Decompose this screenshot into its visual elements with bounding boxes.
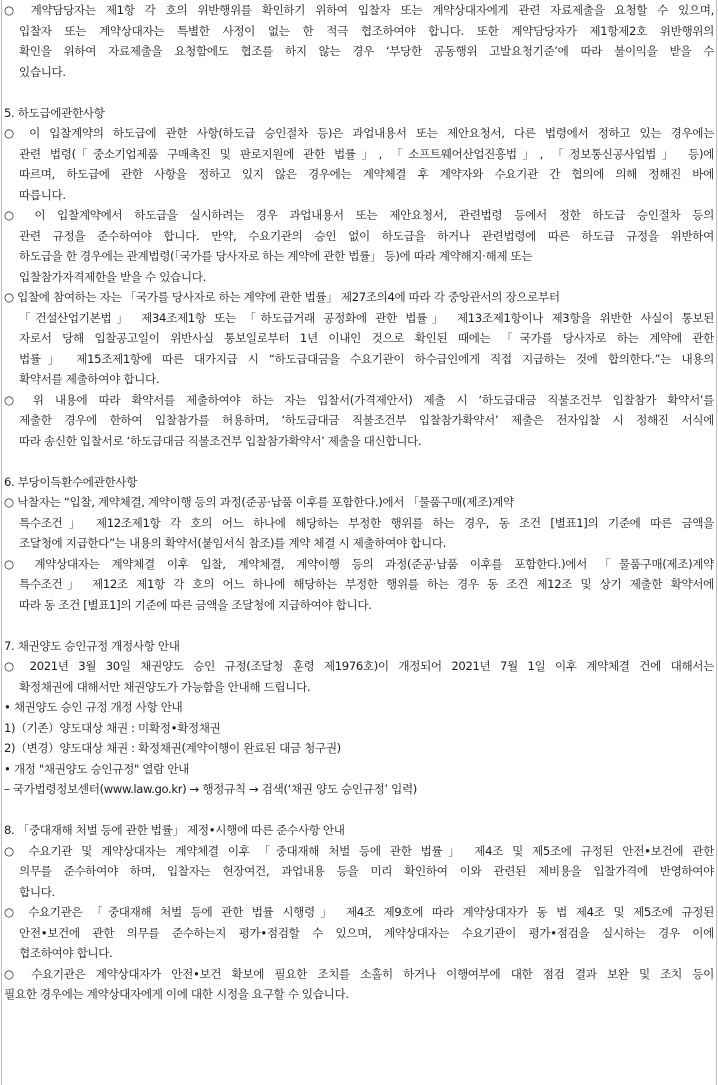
text-line: 의무를 준수하여야 하며, 입찰자는 현장여건, 과업내용 등을 미리 확인하여 이와 관련된 제비용을 입찰가격에 반영하여야 — [19, 864, 714, 878]
text-line: 따라 송신한 입찰서로 ‘하도급대금 직불조건부 입찰참가확약서’ 제출을 대신합니다. — [19, 433, 422, 448]
text-line: 자로서 당해 입찰공고일이 위반사실 통보일로부터 1년 이내인 것으로 확인된 때에는 「국가를 당사자로 하는 계약에 관한 — [19, 331, 714, 345]
document-body — [4, 0, 714, 1005]
clause-line: ○ 낙찰자는 “입찰, 계약체결, 계약이행 등의 과정(준공·납품 이후를 포함한다.)에서 「물품구매(제조)계약 — [4, 495, 514, 509]
text-line: 관련 법령(「중소기업제품 구매촉진 및 판로지원에 관한 법률」, 「소프트웨어산업진흥법」, 「정보통신공사업법」 등)에 — [19, 146, 714, 161]
clause-line: ○ 2021년 3월 30일 채권양도 승인 규정(조달청 훈령 제1976호)이 개정되어 2021년 7월 1일 이후 계약체결 건에 대해서는 — [4, 659, 714, 673]
clause-line: ○ 수요기관 및 계약상대자는 계약체결 이후 「중대재해 처벌 등에 관한 법률」 제4조 및 제5조에 규정된 안전•보건에 관한 — [4, 843, 714, 858]
text-line: 조달청에 지급한다”는 내용의 확약서(붙임서식 참조)를 계약 체결 시 제출하여야 합니다. — [19, 536, 447, 550]
clause-line: ○ 입찰에 참여하는 자는 「국가를 당사자로 하는 계약에 관한 법률」 제27조의4에 따라 각 중앙관서의 장으로부터 — [4, 290, 560, 304]
text-line: 안전•보건에 관한 의무를 준수하는지 평가•점검할 수 있으며, 계약상대자는 수요기관이 평가•점검을 실시하는 경우 이에 — [19, 925, 714, 940]
text-line: 확약서를 제출하여야 합니다. — [19, 372, 160, 386]
bullet-line: • 개정 "채권양도 승인규정" 열람 안내 — [4, 761, 190, 776]
blank-line — [4, 800, 714, 821]
text-line: 특수조건」 제12조 제1항 각 호의 어느 하나에 해당하는 부정한 행위를 하는 경우 동 조건 제12조 및 상기 제출한 확약서에 — [19, 577, 714, 591]
section-heading: 7. 채권양도 승인규정 개정사항 안내 — [4, 638, 180, 653]
clause-line: ○ 수요기관은 계약상대자가 안전•보건 확보에 필요한 조치를 소홀히 하거나 이행여부에 대한 점검 결과 보완 및 조치 등이 — [4, 966, 714, 981]
text-line: 하도급을 한 경우에는 관계법령(「국가를 당사자로 하는 계약에 관한 법률」 등)에 따라 계약해지·해제 또는 — [19, 249, 533, 263]
section-heading: 8. 「중대재해 처벌 등에 관한 법률」 제정•시행에 따른 준수사항 안내 — [4, 823, 345, 837]
text-line: 따르며, 하도급에 관한 사항을 정하고 있지 않은 경우에는 계약체결 후 계약자와 수요기관 간 협의에 의해 정해진 바에 — [19, 167, 714, 181]
section-heading: 5. 하도급에관한사항 — [4, 105, 105, 120]
text-line: 따릅니다. — [19, 187, 66, 202]
text-line: 1)（기존）양도대상 채권 : 미확정•확정채권 — [4, 720, 221, 735]
clause-line: ○ 위 내용에 따라 확약서를 제출하여야 하는 자는 입찰서(가격제안서) 제출 시 ‘하도급대금 직불조건부 입찰참가 확약서’를 — [4, 392, 714, 407]
section-heading: 6. 부당이득환수에관한사항 — [4, 474, 138, 489]
clause-line: ○ 이 입찰계약의 하도급에 관한 사항(하도급 승인절차 등)은 과업내용서 또는 제안요청서, 다른 법령에서 정하고 있는 경우에는 — [4, 126, 714, 140]
text-line: 따라 동 조건 [별표1]의 기준에 따른 금액을 조달청에 지급하여야 합니다. — [19, 597, 372, 612]
text-line: 확인을 위하여 자료제출을 요청함에도 협조를 하지 않는 경우 ‘부당한 공동행위 고발요청기준’에 따라 불이익을 받을 수 — [19, 44, 714, 58]
text-line: 관련 규정을 준수하여야 합니다. 만약, 수요기관의 승인 없이 하도급을 하거나 관련법령에 따른 하도급 규정을 위반하여 — [19, 228, 714, 243]
text-line: 있습니다. — [19, 64, 66, 79]
text-line: 입찰자 또는 계약상대자는 특별한 사정이 없는 한 적극 협조하여야 합니다. 또한 계약담당자가 제1항제2호 위반행위의 — [19, 23, 714, 38]
clause-line: ○ 이 입찰계약에서 하도급을 실시하려는 경우 과업내용서 또는 제안요청서, 관련법령 등에서 정한 하도급 승인절차 등의 — [4, 208, 714, 222]
clause-line: ○ 계약상대자는 계약체결 이후 입찰, 계약체결, 계약이행 등의 과정(준공·납품 이후를 포함한다.)에서 「물품구매(제조)계약 — [4, 556, 714, 571]
text-line: 협조하여야 합니다. — [19, 946, 113, 960]
text-line: 제출한 경우에 한하여 입찰참가를 허용하며, ‘하도급대금 직불조건부 입찰참가확약서’ 제출은 전자입찰 시 정해진 서식에 — [19, 413, 714, 427]
bullet-line: • 채권양도 승인 규정 개정 사항 안내 — [4, 700, 183, 714]
text-line: 「건설산업기본법」 제34조제1항 또는 「하도급거래 공정화에 관한 법률」 제13조제1항이나 제3항을 위반한 사실이 통보된 — [19, 310, 714, 325]
text-line: – 국가법령정보센터(www.law.go.kr) → 행정규칙 → 검색(‘채권 양도 승인규정’ 입력) — [4, 782, 417, 796]
blank-line — [4, 451, 714, 472]
text-line: 법률」 제15조제1항에 따른 대가지급 시 “하도급대금을 수요기관이 하수급인에게 직접 지급하는 것에 합의한다.”는 내용의 — [19, 351, 714, 366]
text-line: 입찰참가자격제한을 받을 수 있습니다. — [19, 269, 206, 284]
blank-line — [4, 615, 714, 636]
blank-line — [4, 82, 714, 103]
text-line: 필요한 경우에는 계약상대자에게 이에 대한 시정을 요구할 수 있습니다. — [4, 987, 349, 1001]
text-line: 확정채권에 대해서만 채권양도가 가능함을 안내해 드립니다. — [19, 679, 311, 694]
text-line: 2)（변경）양도대상 채권 : 확정채권(계약이행이 완료된 대금 청구권) — [4, 741, 341, 755]
text-line: 특수조건」 제12조제1항 각 호의 어느 하나에 해당하는 부정한 행위를 하는 경우, 동 조건 [별표1]의 기준에 따른 금액을 — [19, 515, 714, 530]
text-line: 합니다. — [19, 884, 55, 899]
clause-line: ○ 수요기관은 「중대재해 처벌 등에 관한 법률 시행령」 제4조 제9호에 따라 계약상대자가 동 법 제4조 및 제5조에 규정된 — [4, 905, 714, 919]
clause-line: ○ 계약담당자는 제1항 각 호의 위반행위를 확인하기 위하여 입찰자 또는 계약상대자에게 관련 자료제출을 요청할 수 있으며, — [4, 3, 714, 17]
